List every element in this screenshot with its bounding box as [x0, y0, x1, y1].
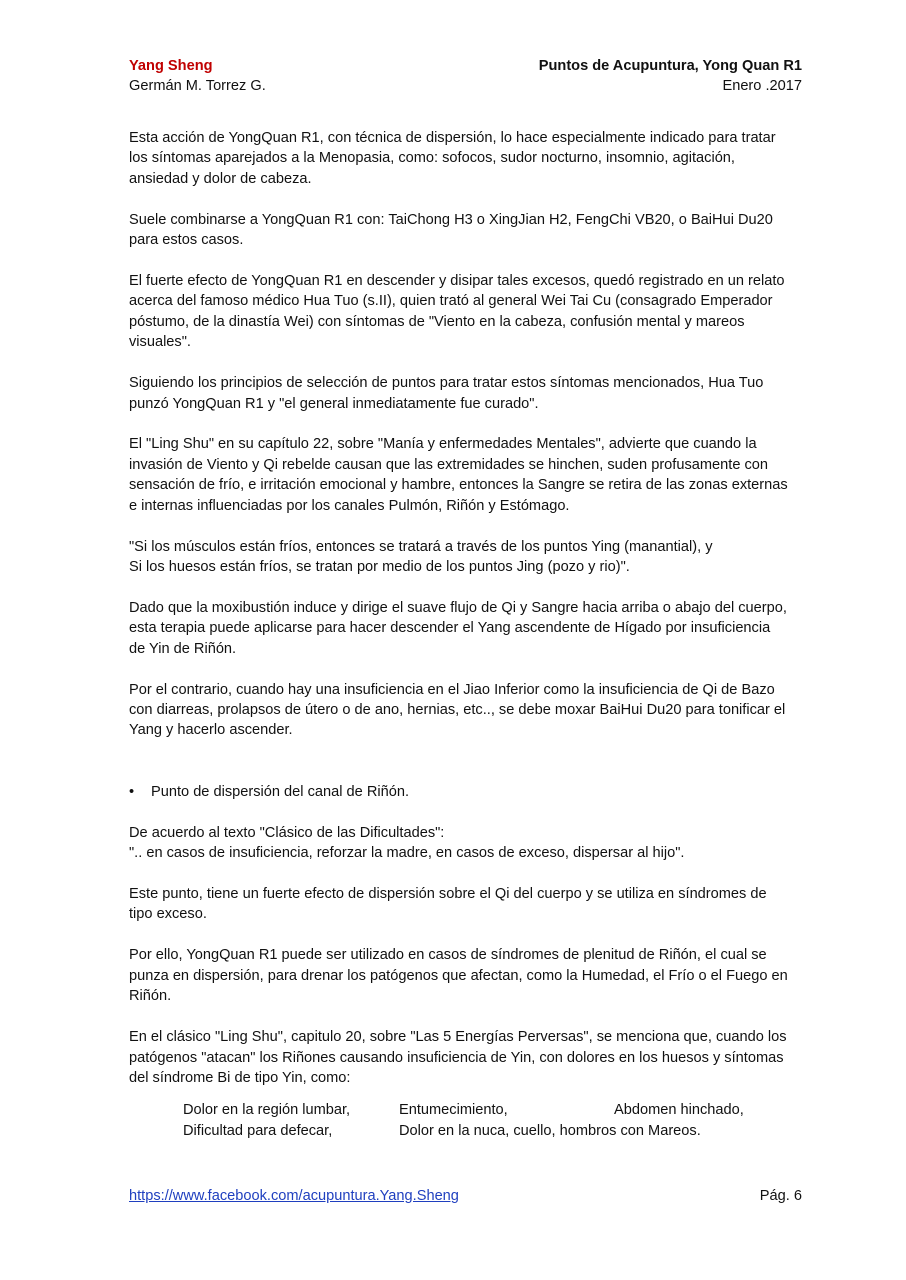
symptom-item: Dolor en la nuca, cuello, hombros con Mareos.: [399, 1122, 701, 1139]
paragraph-menopause: Esta acción de YongQuan R1, con técnica de dispersión, lo hace especialmente indicado para tratar los síntomas aparejados a la Menopasia, como: sofocos, sudor nocturno, insomnio, agitación, ansiedad y dolor de cabeza.: [129, 130, 776, 187]
paragraph-hua-tuo-cure: Siguiendo los principios de selección de puntos para tratar estos síntomas mencionados, Hua Tuo punzó YongQuan R1 y "el general inmediatamente fue curado".: [129, 375, 764, 412]
paragraph-classic-difficulties: De acuerdo al texto "Clásico de las Dificultades":: [129, 824, 445, 841]
paragraph-ling-shu-22: El "Ling Shu" en su capítulo 22, sobre "Manía y enfermedades Mentales", advierte que cuando la invasión de Viento y Qi rebelde causan que las extremidades se hinchen, suden profusamente con sensación de frío, e irritación emocional y hambre, entonces la Sangre se retira de las zonas externas e internas influenciadas por los canales Pulmón, Riñón y Estómago.: [129, 436, 788, 514]
brand-name: Yang Sheng: [129, 58, 213, 74]
facebook-link[interactable]: https://www.facebook.com/acupuntura.Yang.Sheng: [129, 1188, 459, 1204]
page-number: Pág. 6: [759, 1188, 802, 1204]
paragraph-combinations: Suele combinarse a YongQuan R1 con: TaiChong H3 o XingJian H2, FengChi VB20, o BaiHui Du20 para estos casos.: [129, 211, 773, 249]
symptoms-row: [183, 1100, 789, 1120]
paragraph-moxibustion: Dado que la moxibustión induce y dirige el suave flujo de Qi y Sangre hacia arriba o abajo del cuerpo, esta terapia puede aplicarse para hacer descender el Yang ascendente de Hígado por insuficiencia de Yin de Riñón.: [129, 599, 787, 657]
paragraph-hua-tuo-story: El fuerte efecto de YongQuan R1 en descender y disipar tales excesos, quedó registrado en un relato acerca del famoso médico Hua Tuo (s.II), quien trató al general Wei Tai Cu (consagrado Emperador póstumo, de la dinastía Wei) con síntomas de "Viento en la cabeza, confusión mental y mareos visuales".: [129, 273, 785, 351]
paragraph-dispersion-effect: Este punto, tiene un fuerte efecto de dispersión sobre el Qi del cuerpo y se utiliza en síndromes de tipo exceso.: [129, 886, 767, 923]
page-header-left: [129, 56, 266, 96]
bullet-icon: •: [129, 783, 135, 800]
symptoms-list: [183, 1100, 789, 1141]
symptom-item: Dolor en la región lumbar,: [183, 1102, 351, 1119]
symptom-item: Abdomen hinchado,: [614, 1102, 744, 1119]
page-header-right: [539, 56, 802, 96]
document-body: [129, 128, 789, 1141]
page-footer: [129, 1186, 802, 1206]
paragraph-ling-shu-20: En el clásico "Ling Shu", capitulo 20, sobre "Las 5 Energías Perversas", se menciona que, cuando los patógenos "atacan" los Riñones causando insuficiencia de Yin, con dolores en los huesos y síntomas del síndrome Bi de tipo Yin, como:: [129, 1029, 787, 1086]
symptom-item: Dificultad para defecar,: [183, 1122, 333, 1139]
author-name: Germán M. Torrez G.: [129, 78, 266, 94]
paragraph-jiao-inferior: Por el contrario, cuando hay una insuficiencia en el Jiao Inferior como la insuficiencia de Qi de Bazo con diarreas, prolapsos de útero o de ano, hernias, etc.., se debe moxar BaiHui Du20 para tonificar el Yang y hacerlo ascender.: [129, 681, 786, 739]
bullet-text: Punto de dispersión del canal de Riñón.: [151, 783, 409, 800]
symptoms-row: [183, 1121, 789, 1141]
symptom-item: Entumecimiento,: [399, 1102, 508, 1119]
bullet-item: [129, 782, 789, 802]
quote-mother-child: ".. en casos de insuficiencia, reforzar la madre, en casos de exceso, dispersar al hijo".: [129, 845, 685, 862]
paragraph-kidney-fullness: Por ello, YongQuan R1 puede ser utilizado en casos de síndromes de plenitud de Riñón, el cual se punza en dispersión, para drenar los patógenos que afectan, como la Humedad, el Frío o el Fuego en Riñón.: [129, 947, 788, 1005]
document-title: Puntos de Acupuntura, Yong Quan R1: [538, 58, 802, 74]
quote-line-ying: "Si los músculos están fríos, entonces se tratará a través de los puntos Ying (manantial), y: [129, 538, 713, 555]
document-date: Enero .2017: [722, 78, 802, 94]
quote-line-jing: Si los huesos están fríos, se tratan por medio de los puntos Jing (pozo y rio)".: [129, 559, 630, 575]
